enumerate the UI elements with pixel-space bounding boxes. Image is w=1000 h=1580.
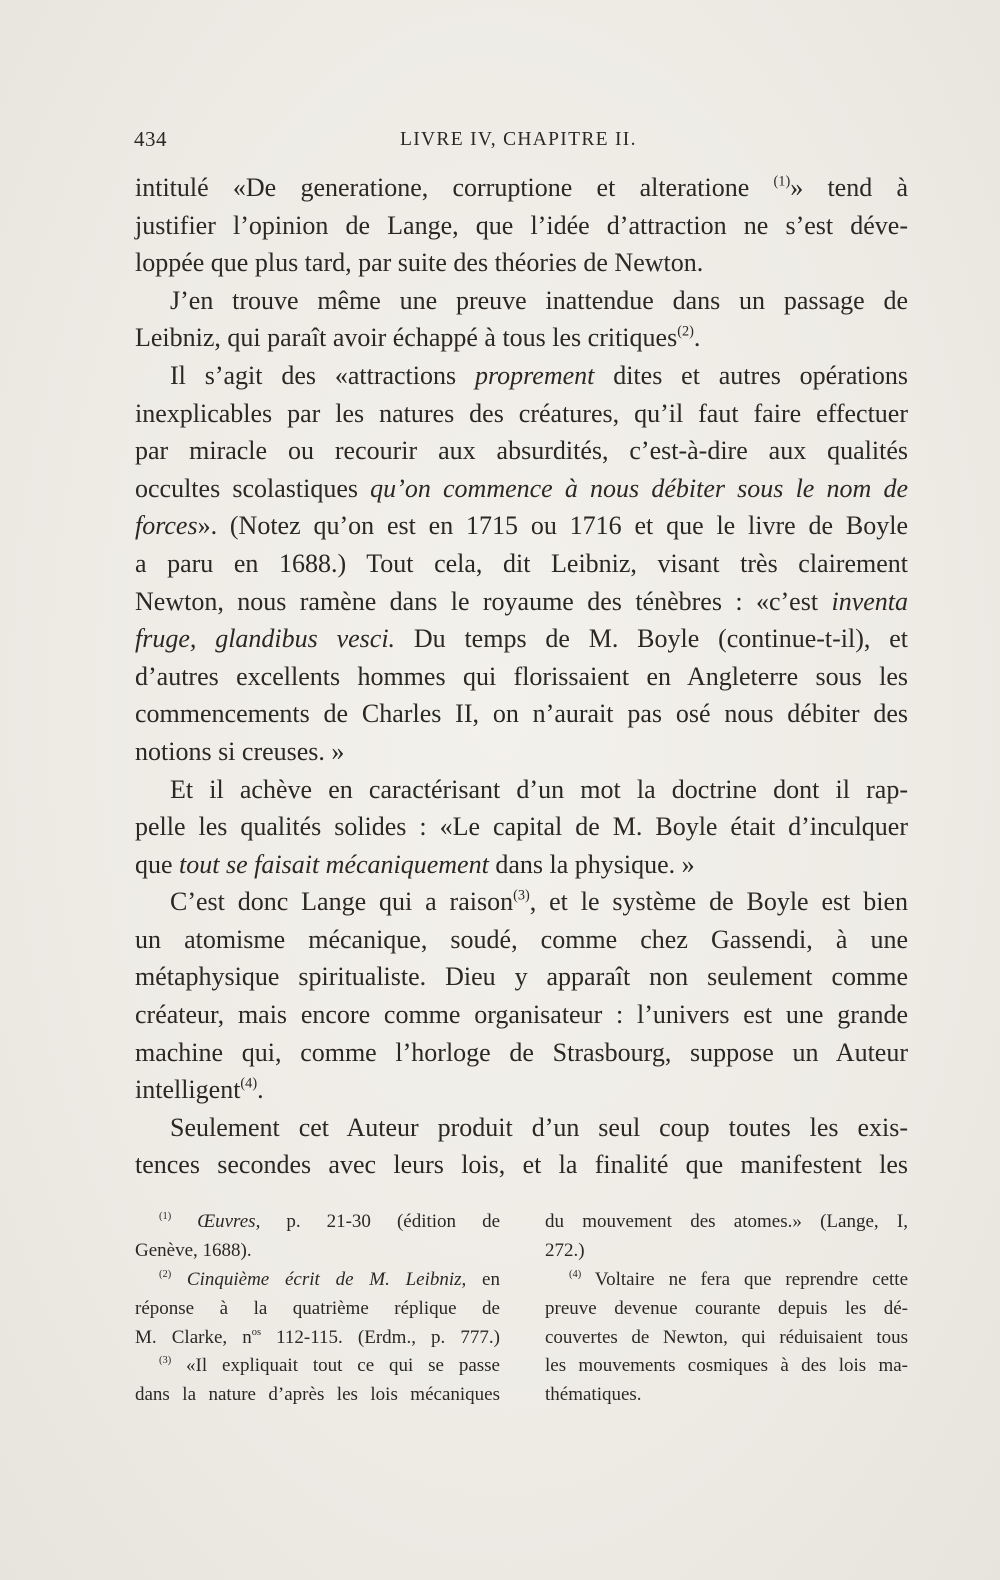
body-line xyxy=(135,583,908,621)
body-line xyxy=(135,1034,908,1072)
footnote-line xyxy=(545,1237,908,1266)
body-line xyxy=(135,996,908,1034)
text-run: , et le système de Boyle est bien xyxy=(529,887,908,917)
text-run: preuve devenue courante depuis les dé- xyxy=(545,1297,908,1319)
body-line xyxy=(135,883,908,921)
body-line xyxy=(135,620,908,658)
text-run: intitulé «De generatione, corruptione et alteratione xyxy=(135,173,774,202)
text-run: M. Clarke, n xyxy=(135,1326,252,1348)
body-line xyxy=(135,357,908,395)
footnote-line xyxy=(545,1208,908,1237)
text-run: Il s’agit des «attractions xyxy=(170,360,475,390)
text-run: notions si creuses. » xyxy=(135,736,345,766)
footnote-line xyxy=(135,1352,500,1381)
text-run: loppée que plus tard, par suite des théories de Newton. xyxy=(135,248,704,278)
text-run: a paru en 1688.) Tout cela, dit Leibniz, visant très clairement xyxy=(135,548,908,578)
footnote-marker: (2) xyxy=(159,1268,172,1280)
text-run: thématiques. xyxy=(545,1384,642,1406)
text-run: dans la nature d’après les lois mécaniques xyxy=(135,1384,500,1406)
text-run: créateur, mais encore comme organisateur : l’univers est une grande xyxy=(135,1000,908,1030)
text-run: J’en trouve même une preuve inattendue dans un passage de xyxy=(170,285,908,315)
body-line xyxy=(135,319,908,357)
italic-text: Cinquième écrit de M. Leibniz xyxy=(171,1268,462,1290)
text-run: dans la physique. » xyxy=(488,849,695,879)
body-line xyxy=(135,1109,908,1147)
footnote-line xyxy=(545,1381,908,1410)
body-line xyxy=(135,658,908,696)
footnote-line xyxy=(545,1324,908,1353)
footnote-marker: (1) xyxy=(773,173,791,190)
text-run: , en xyxy=(461,1268,500,1290)
footnote-line xyxy=(135,1208,500,1237)
footnote-line xyxy=(135,1324,500,1353)
footnote-marker: (3) xyxy=(513,887,530,904)
footnote-marker: (1) xyxy=(159,1211,172,1223)
text-run: Genève, 1688). xyxy=(135,1239,252,1261)
text-run: commencements de Charles II, on n’aurait pas osé nous débiter des xyxy=(135,699,908,729)
footnote-line xyxy=(135,1237,500,1266)
body-line xyxy=(135,470,908,508)
text-run: machine qui, comme l’horloge de Strasbourg, suppose un Auteur xyxy=(135,1037,908,1067)
body-line xyxy=(135,1146,908,1184)
text-run: Newton, nous ramène dans le royaume des ténèbres : «c’est xyxy=(135,586,832,616)
text-run: «Il expliquait tout ce qui se passe xyxy=(171,1355,500,1377)
italic-text: qu’on commence à nous débiter sous le nom de xyxy=(370,473,908,503)
text-run: Leibniz, qui paraît avoir échappé à tous les critiques xyxy=(135,323,678,353)
text-run: pelle les qualités solides : «Le capital de M. Boyle était d’inculquer xyxy=(135,812,908,842)
italic-text: forces xyxy=(135,511,198,541)
text-run: justifier l’opinion de Lange, que l’idée d’attraction ne s’est déve- xyxy=(135,210,908,240)
text-run: Du temps de M. Boyle (continue-t-il), et xyxy=(395,624,908,654)
italic-text: proprement xyxy=(474,360,595,390)
page-number: 434 xyxy=(134,127,167,151)
text-run: 272.) xyxy=(545,1239,585,1261)
footnote-line xyxy=(545,1295,908,1324)
body-line xyxy=(135,169,908,207)
body-line xyxy=(135,846,908,884)
text-run: réponse à la quatrième réplique de xyxy=(135,1297,500,1319)
text-run: tences secondes avec leurs lois, et la finalité que manifestent les xyxy=(135,1150,908,1180)
footnote-marker: (4) xyxy=(240,1075,258,1092)
text-run: C’est donc Lange qui a raison xyxy=(170,887,514,917)
footnote-line xyxy=(545,1352,908,1381)
footnote-marker: (3) xyxy=(159,1355,172,1367)
text-run: dites et autres opérations xyxy=(594,360,908,390)
body-line xyxy=(135,958,908,996)
text-run: intelligent xyxy=(135,1075,241,1105)
footnotes-right-column xyxy=(545,1208,908,1410)
italic-text: Œuvres, xyxy=(171,1211,261,1232)
footnote-line xyxy=(135,1295,500,1324)
italic-text: fruge, glandibus vesci. xyxy=(135,624,396,654)
text-run: du mouvement des atomes.» (Lange, I, xyxy=(545,1211,908,1232)
text-run: inexplicables par les natures des créatures, qu’il faut faire effectuer xyxy=(135,398,908,428)
text-run: » tend à xyxy=(790,173,908,202)
text-run: d’autres excellents hommes qui florissaient en Angleterre sous les xyxy=(135,661,908,691)
body-line xyxy=(135,733,908,771)
body-line xyxy=(135,207,908,245)
body-line xyxy=(135,808,908,846)
footnotes-left-column xyxy=(135,1208,500,1410)
text-run: Voltaire ne fera que reprendre cette xyxy=(581,1268,908,1290)
text-run: métaphysique spiritualiste. Dieu y apparaît non seulement comme xyxy=(135,962,908,992)
italic-text: inventa xyxy=(831,586,908,616)
text-run: couvertes de Newton, qui réduisaient tous xyxy=(545,1326,908,1348)
text-run: que xyxy=(135,849,180,879)
body-line xyxy=(135,395,908,433)
body-line xyxy=(135,921,908,959)
text-run: . xyxy=(257,1075,264,1105)
text-run: un atomisme mécanique, soudé, comme chez Gassendi, à une xyxy=(135,924,908,954)
body-line xyxy=(135,282,908,320)
footnote-line xyxy=(135,1266,500,1295)
text-run: . xyxy=(693,323,701,353)
text-run: Seulement cet Auteur produit d’un seul coup toutes les exis- xyxy=(170,1112,908,1142)
text-run: ». (Notez qu’on est en 1715 ou 1716 et que le livre de Boyle xyxy=(197,511,908,541)
body-line xyxy=(135,1071,908,1109)
footnote-line xyxy=(135,1381,500,1410)
text-run: occultes scolastiques xyxy=(135,473,371,503)
text-run: les mouvements cosmiques à des lois ma- xyxy=(545,1355,908,1377)
body-line xyxy=(135,545,908,583)
body-line xyxy=(135,432,908,470)
footnote-marker: (2) xyxy=(677,323,694,340)
footnote-marker: (4) xyxy=(569,1268,582,1280)
footnote-line xyxy=(545,1266,908,1295)
body-line xyxy=(135,695,908,733)
body-line xyxy=(135,507,908,545)
running-title: LIVRE IV, CHAPITRE II. xyxy=(400,129,637,150)
text-run: Et il achève en caractérisant d’un mot la doctrine dont il rap- xyxy=(170,774,908,804)
body-line xyxy=(135,771,908,809)
footnote-marker: os xyxy=(251,1326,262,1338)
text-run: 112-115. (Erdm., p. 777.) xyxy=(261,1326,500,1348)
body-line xyxy=(135,244,908,282)
text-run: par miracle ou recourir aux absurdités, c’est-à-dire aux qualités xyxy=(135,436,908,466)
text-run: p. 21-30 (édition de xyxy=(260,1211,500,1232)
italic-text: tout se faisait mécaniquement xyxy=(179,849,489,879)
body-text xyxy=(135,169,908,1184)
